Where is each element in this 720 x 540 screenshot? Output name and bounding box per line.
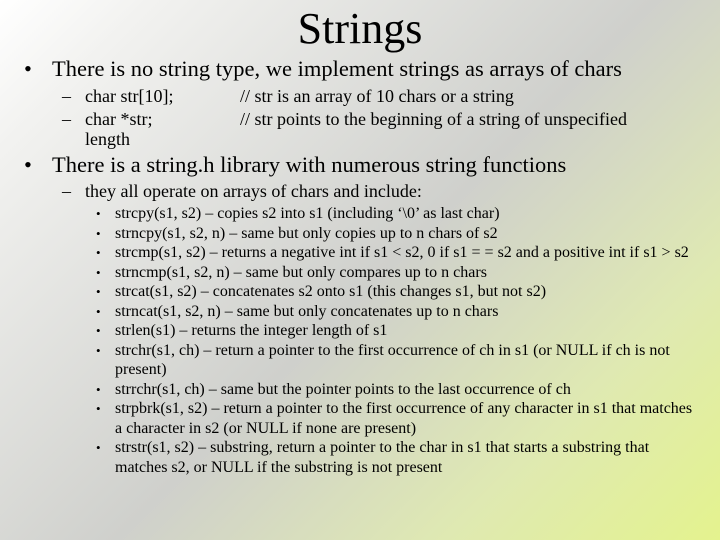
function-item-strstr: • strstr(s1, s2) – substring, return a pointer to the char in s1 that starts a substring that matches s2, or NULL if the substring is not present <box>96 438 694 477</box>
sub-operate-on-arrays: they all operate on arrays of chars and include: <box>85 181 422 201</box>
function-item-strlen: • strlen(s1) – returns the integer length of s1 <box>96 321 694 341</box>
bullet-marker: • <box>24 56 32 81</box>
function-item-strcat: • strcat(s1, s2) – concatenates s2 onto s1 (this changes s1, but not s2) <box>96 282 694 302</box>
bullet-marker: • <box>24 152 32 177</box>
slide-title: Strings <box>297 4 423 53</box>
function-item-strncmp: • strncmp(s1, s2, n) – same but only compares up to n chars <box>96 263 694 283</box>
function-item-strncpy: • strncpy(s1, s2, n) – same but only copies up to n chars of s2 <box>96 224 694 244</box>
bullet-string-h-library: There is a string.h library with numerous string functions <box>52 152 567 177</box>
function-item-strchr: • strchr(s1, ch) – return a pointer to the first occurrence of ch in s1 (or NULL if ch is not present) <box>96 341 694 380</box>
function-item-strcpy: • strcpy(s1, s2) – copies s2 into s1 (including ‘\0’ as last char) <box>96 204 694 224</box>
function-item-strpbrk: • strpbrk(s1, s2) – return a pointer to the first occurrence of any character in s1 that matches a character in s2 (or NULL if none are present) <box>96 399 694 438</box>
comment-char-array: // str is an array of 10 chars or a string <box>240 86 514 106</box>
function-item-strcmp: • strcmp(s1, s2) – returns a negative int if s1 < s2, 0 if s1 = = s2 and a positive int if s1 > s2 <box>96 243 694 263</box>
dash-marker: – <box>62 86 71 106</box>
bullet-no-string-type: There is no string type, we implement strings as arrays of chars <box>52 56 622 81</box>
code-char-array: char str[10]; <box>85 86 174 106</box>
code-char-pointer: char *str; <box>85 109 153 129</box>
dash-marker: – <box>62 181 71 201</box>
comment-char-pointer: // str points to the beginning of a string of unspecified <box>240 109 627 129</box>
function-list <box>96 204 694 477</box>
comment-char-pointer-wrap: length <box>85 129 130 149</box>
function-item-strncat: • strncat(s1, s2, n) – same but only concatenates up to n chars <box>96 302 694 322</box>
dash-marker: – <box>62 109 71 129</box>
function-item-strrchr: • strrchr(s1, ch) – same but the pointer points to the last occurrence of ch <box>96 380 694 400</box>
